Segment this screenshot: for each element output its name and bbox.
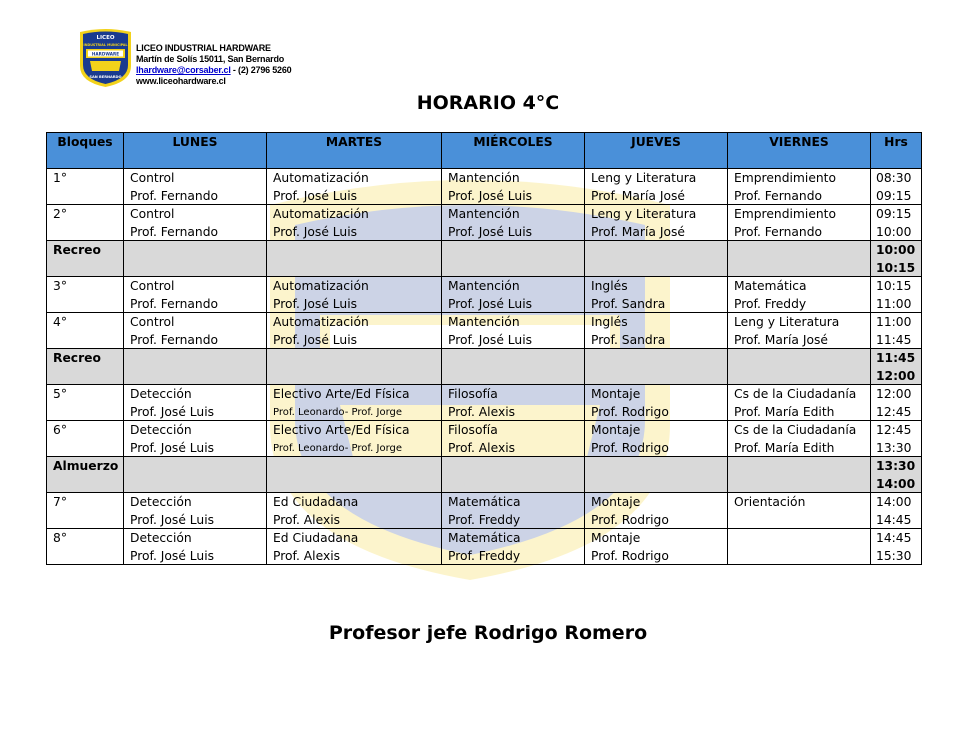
subject-name: Filosofía — [448, 423, 498, 437]
start-time: 14:00 — [876, 495, 912, 509]
subject-name: Control — [130, 279, 175, 293]
hours-content — [871, 241, 921, 276]
teacher-name: Prof. José Luis — [448, 332, 533, 347]
teacher-name: Prof. Alexis — [273, 548, 341, 563]
class-cell-content — [124, 493, 266, 528]
teacher-name: Prof. Freddy — [448, 512, 521, 527]
subject-name: Leng y Literatura — [734, 315, 840, 329]
subject-name: Automatización — [273, 279, 369, 293]
hours-cell — [871, 205, 922, 241]
hours-cell — [871, 421, 922, 457]
teacher-name: Prof. María Edith — [734, 404, 835, 419]
class-cell-content — [442, 205, 584, 240]
class-cell-martes — [267, 241, 442, 277]
hours-cell — [871, 529, 922, 565]
end-time: 10:15 — [876, 260, 916, 275]
class-cell-content — [728, 205, 870, 240]
subject-name: Detección — [130, 531, 192, 545]
class-cell-miercoles — [442, 529, 585, 565]
teacher-name: Prof. María José — [591, 188, 685, 203]
class-cell-jueves — [585, 385, 728, 421]
logo-top-text: LICEO — [96, 35, 115, 41]
header-martes: MARTES — [267, 133, 442, 169]
teacher-name: Prof. Rodrigo — [591, 404, 669, 419]
class-cell-miercoles — [442, 385, 585, 421]
block-cell — [47, 313, 124, 349]
subject-name: Inglés — [591, 315, 628, 329]
break-row — [47, 241, 922, 277]
class-cell-jueves — [585, 457, 728, 493]
header-viernes: VIERNES — [728, 133, 871, 169]
subject-name: Detección — [130, 423, 192, 437]
block-label: 2° — [53, 207, 67, 221]
end-time: 11:00 — [876, 296, 912, 311]
teacher-name: Prof. José Luis — [130, 512, 215, 527]
table-row — [47, 421, 922, 457]
class-cell-lunes — [124, 493, 267, 529]
class-cell-content — [585, 385, 727, 420]
class-cell-martes — [267, 313, 442, 349]
class-cell-content — [728, 457, 870, 492]
class-cell-martes — [267, 169, 442, 205]
school-website[interactable]: www.liceohardware.cl — [136, 76, 226, 86]
header-bloques: Bloques — [47, 133, 124, 169]
class-cell-content — [124, 349, 266, 384]
end-time: 09:15 — [876, 188, 912, 203]
subject-name: Detección — [130, 387, 192, 401]
teacher-name: Prof. Alexis — [448, 440, 516, 455]
class-cell-martes — [267, 277, 442, 313]
class-cell-jueves — [585, 205, 728, 241]
end-time: 12:00 — [876, 368, 916, 383]
table-row — [47, 205, 922, 241]
block-cell — [47, 385, 124, 421]
class-cell-viernes — [728, 529, 871, 565]
teacher-name: Prof. Freddy — [448, 548, 521, 563]
block-cell — [47, 277, 124, 313]
start-time: 10:00 — [876, 243, 916, 257]
hours-content — [871, 277, 921, 312]
hours-content — [871, 529, 921, 564]
school-info — [136, 43, 291, 87]
school-phone: - (2) 2796 5260 — [230, 65, 292, 75]
school-logo — [78, 28, 133, 88]
end-time: 14:00 — [876, 476, 916, 491]
teacher-name: Prof. Leonardo- Prof. Jorge — [273, 442, 403, 454]
subject-name: Emprendimiento — [734, 171, 837, 185]
hours-content — [871, 385, 921, 420]
table-row — [47, 385, 922, 421]
class-cell-viernes — [728, 385, 871, 421]
class-cell-viernes — [728, 313, 871, 349]
class-cell-lunes — [124, 529, 267, 565]
teacher-name: Prof. Fernando — [130, 296, 219, 311]
class-cell-lunes — [124, 385, 267, 421]
header-miercoles: MIÉRCOLES — [442, 133, 585, 169]
class-cell-content — [124, 421, 266, 456]
class-cell-content — [442, 421, 584, 456]
class-cell-martes — [267, 205, 442, 241]
school-name: LICEO INDUSTRIAL HARDWARE — [136, 43, 271, 53]
class-cell-miercoles — [442, 277, 585, 313]
header-lunes: LUNES — [124, 133, 267, 169]
table-header-row — [47, 133, 922, 169]
class-cell-content — [267, 385, 441, 420]
schedule-table — [46, 132, 922, 565]
class-cell-content — [267, 493, 441, 528]
subject-name: Control — [130, 315, 175, 329]
subject-name: Leng y Literatura — [591, 207, 697, 221]
class-cell-content — [728, 277, 870, 312]
class-cell-content — [442, 277, 584, 312]
teacher-name: Prof. Alexis — [448, 404, 516, 419]
class-cell-viernes — [728, 457, 871, 493]
class-cell-content — [267, 277, 441, 312]
class-cell-content — [124, 313, 266, 348]
teacher-name: Prof. Fernando — [734, 224, 823, 239]
class-cell-jueves — [585, 169, 728, 205]
class-cell-content — [585, 493, 727, 528]
class-cell-martes — [267, 349, 442, 385]
table-row — [47, 277, 922, 313]
class-cell-content — [124, 457, 266, 492]
end-time: 10:00 — [876, 224, 912, 239]
hours-cell — [871, 169, 922, 205]
class-cell-viernes — [728, 169, 871, 205]
teacher-name: Prof. José Luis — [130, 404, 215, 419]
subject-name: Matemática — [448, 495, 521, 509]
teacher-name: Prof. Alexis — [273, 512, 341, 527]
class-cell-content — [728, 349, 870, 384]
block-cell — [47, 169, 124, 205]
class-cell-jueves — [585, 313, 728, 349]
class-cell-content — [267, 421, 441, 456]
block-cell — [47, 529, 124, 565]
class-cell-miercoles — [442, 457, 585, 493]
class-cell-content — [124, 277, 266, 312]
class-cell-content — [442, 529, 584, 564]
break-row — [47, 349, 922, 385]
hours-content — [871, 349, 921, 384]
hours-cell — [871, 493, 922, 529]
subject-name: Emprendimiento — [734, 207, 837, 221]
class-cell-viernes — [728, 421, 871, 457]
hours-cell — [871, 313, 922, 349]
hours-cell — [871, 349, 922, 385]
start-time: 12:00 — [876, 387, 912, 401]
class-cell-content — [728, 421, 870, 456]
class-cell-lunes — [124, 349, 267, 385]
class-cell-lunes — [124, 205, 267, 241]
class-cell-content — [442, 169, 584, 204]
logo-mid-text: INDUSTRIAL MUNICIPAL — [83, 43, 128, 47]
subject-name: Automatización — [273, 171, 369, 185]
block-label: Recreo — [53, 243, 101, 257]
hours-content — [871, 493, 921, 528]
teacher-name: Prof. José Luis — [130, 548, 215, 563]
class-cell-martes — [267, 457, 442, 493]
head-teacher: Profesor jefe Rodrigo Romero — [328, 622, 648, 644]
hours-content — [871, 169, 921, 204]
class-cell-viernes — [728, 277, 871, 313]
start-time: 11:45 — [876, 351, 916, 365]
block-label: 7° — [53, 495, 67, 509]
class-cell-content — [585, 529, 727, 564]
start-time: 10:15 — [876, 279, 912, 293]
class-cell-lunes — [124, 169, 267, 205]
class-cell-miercoles — [442, 349, 585, 385]
teacher-name: Prof. Sandra — [591, 332, 666, 347]
class-cell-jueves — [585, 277, 728, 313]
teacher-name: Prof. José Luis — [448, 224, 533, 239]
class-cell-content — [124, 241, 266, 276]
subject-name: Automatización — [273, 207, 369, 221]
class-cell-content — [267, 349, 441, 384]
class-cell-content — [728, 241, 870, 276]
subject-name: Control — [130, 207, 175, 221]
class-cell-content — [585, 205, 727, 240]
start-time: 14:45 — [876, 531, 912, 545]
class-cell-lunes — [124, 241, 267, 277]
subject-name: Matemática — [734, 279, 807, 293]
teacher-name: Prof. Fernando — [130, 224, 219, 239]
end-time: 13:30 — [876, 440, 912, 455]
class-cell-content — [728, 529, 870, 564]
class-cell-content — [267, 205, 441, 240]
school-contact — [136, 65, 291, 76]
end-time: 15:30 — [876, 548, 912, 563]
class-cell-miercoles — [442, 313, 585, 349]
subject-name: Inglés — [591, 279, 628, 293]
block-cell — [47, 457, 124, 493]
class-cell-content — [442, 493, 584, 528]
logo-bottom-text: SAN BERNARDO — [89, 75, 122, 79]
class-cell-content — [585, 241, 727, 276]
class-cell-lunes — [124, 421, 267, 457]
start-time: 11:00 — [876, 315, 912, 329]
teacher-name: Prof. Rodrigo — [591, 548, 669, 563]
class-cell-martes — [267, 385, 442, 421]
start-time: 08:30 — [876, 171, 912, 185]
block-label: 5° — [53, 387, 67, 401]
teacher-name: Prof. José Luis — [273, 296, 358, 311]
class-cell-viernes — [728, 205, 871, 241]
teacher-name: Prof. Leonardo- Prof. Jorge — [273, 406, 403, 418]
teacher-name: Prof. Sandra — [591, 296, 666, 311]
subject-name: Mantención — [448, 171, 520, 185]
teacher-name: Prof. José Luis — [273, 188, 358, 203]
hours-content — [871, 313, 921, 348]
table-row — [47, 493, 922, 529]
teacher-name: Prof. María Edith — [734, 440, 835, 455]
subject-name: Mantención — [448, 207, 520, 221]
block-label: 3° — [53, 279, 67, 293]
subject-name: Control — [130, 171, 175, 185]
class-cell-miercoles — [442, 205, 585, 241]
subject-name: Electivo Arte/Ed Física — [273, 387, 410, 401]
block-cell — [47, 241, 124, 277]
start-time: 09:15 — [876, 207, 912, 221]
subject-name: Matemática — [448, 531, 521, 545]
class-cell-martes — [267, 493, 442, 529]
class-cell-miercoles — [442, 421, 585, 457]
class-cell-lunes — [124, 457, 267, 493]
table-row — [47, 169, 922, 205]
class-cell-content — [267, 169, 441, 204]
hours-cell — [871, 457, 922, 493]
teacher-name: Prof. Rodrigo — [591, 440, 669, 455]
page-title: HORARIO 4°C — [416, 92, 560, 114]
hours-content — [871, 421, 921, 456]
class-cell-viernes — [728, 349, 871, 385]
class-cell-content — [124, 169, 266, 204]
class-cell-content — [124, 529, 266, 564]
teacher-name: Prof. Fernando — [734, 188, 823, 203]
class-cell-content — [124, 205, 266, 240]
block-cell — [47, 205, 124, 241]
subject-name: Orientación — [734, 495, 806, 509]
school-email-link[interactable]: lhardware@corsaber.cl — [136, 65, 231, 75]
teacher-name: Prof. Fernando — [130, 332, 219, 347]
block-label: 1° — [53, 171, 67, 185]
class-cell-miercoles — [442, 241, 585, 277]
header-hrs: Hrs — [871, 133, 922, 169]
subject-name: Mantención — [448, 315, 520, 329]
class-cell-lunes — [124, 313, 267, 349]
teacher-name: Prof. José Luis — [448, 188, 533, 203]
teacher-name: Prof. Rodrigo — [591, 512, 669, 527]
class-cell-martes — [267, 529, 442, 565]
subject-name: Ed Ciudadana — [273, 495, 359, 509]
class-cell-content — [267, 457, 441, 492]
class-cell-content — [585, 169, 727, 204]
start-time: 13:30 — [876, 459, 916, 473]
hours-content — [871, 205, 921, 240]
teacher-name: Prof. José Luis — [273, 224, 358, 239]
teacher-name: Prof. María José — [734, 332, 828, 347]
end-time: 12:45 — [876, 404, 912, 419]
subject-name: Ed Ciudadana — [273, 531, 359, 545]
teacher-name: Prof. María José — [591, 224, 685, 239]
teacher-name: Prof. José Luis — [130, 440, 215, 455]
block-cell — [47, 493, 124, 529]
logo-band-text: HARDWARE — [91, 51, 120, 57]
subject-name: Montaje — [591, 423, 641, 437]
class-cell-martes — [267, 421, 442, 457]
subject-name: Automatización — [273, 315, 369, 329]
class-cell-content — [585, 277, 727, 312]
school-address: Martín de Solís 15011, San Bernardo — [136, 54, 285, 64]
class-cell-jueves — [585, 493, 728, 529]
subject-name: Detección — [130, 495, 192, 509]
subject-name: Cs de la Ciudadanía — [734, 387, 857, 401]
hours-cell — [871, 385, 922, 421]
class-cell-jueves — [585, 241, 728, 277]
teacher-name: Prof. Freddy — [734, 296, 807, 311]
hours-content — [871, 457, 921, 492]
class-cell-content — [585, 349, 727, 384]
class-cell-viernes — [728, 493, 871, 529]
subject-name: Montaje — [591, 531, 641, 545]
teacher-name: Prof. Fernando — [130, 188, 219, 203]
table-row — [47, 529, 922, 565]
subject-name: Montaje — [591, 387, 641, 401]
teacher-name: Prof. José Luis — [273, 332, 358, 347]
class-cell-content — [124, 385, 266, 420]
end-time: 11:45 — [876, 332, 912, 347]
block-cell — [47, 421, 124, 457]
class-cell-content — [442, 349, 584, 384]
block-label: Recreo — [53, 351, 101, 365]
block-label: 8° — [53, 531, 67, 545]
subject-name: Leng y Literatura — [591, 171, 697, 185]
class-cell-viernes — [728, 241, 871, 277]
start-time: 12:45 — [876, 423, 912, 437]
hours-cell — [871, 241, 922, 277]
class-cell-content — [728, 385, 870, 420]
class-cell-miercoles — [442, 493, 585, 529]
class-cell-jueves — [585, 421, 728, 457]
class-cell-content — [585, 457, 727, 492]
teacher-name: Prof. José Luis — [448, 296, 533, 311]
class-cell-miercoles — [442, 169, 585, 205]
class-cell-content — [728, 169, 870, 204]
class-cell-content — [267, 313, 441, 348]
class-cell-jueves — [585, 529, 728, 565]
hours-cell — [871, 277, 922, 313]
subject-name: Electivo Arte/Ed Física — [273, 423, 410, 437]
break-row — [47, 457, 922, 493]
class-cell-jueves — [585, 349, 728, 385]
class-cell-content — [442, 457, 584, 492]
class-cell-content — [728, 493, 870, 528]
class-cell-content — [585, 421, 727, 456]
class-cell-content — [585, 313, 727, 348]
block-label: 4° — [53, 315, 67, 329]
class-cell-content — [442, 385, 584, 420]
class-cell-content — [267, 241, 441, 276]
block-label: Almuerzo — [53, 459, 119, 473]
subject-name: Mantención — [448, 279, 520, 293]
header-jueves: JUEVES — [585, 133, 728, 169]
subject-name: Filosofía — [448, 387, 498, 401]
class-cell-content — [442, 313, 584, 348]
class-cell-content — [267, 529, 441, 564]
end-time: 14:45 — [876, 512, 912, 527]
class-cell-content — [728, 313, 870, 348]
block-label: 6° — [53, 423, 67, 437]
subject-name: Cs de la Ciudadanía — [734, 423, 857, 437]
block-cell — [47, 349, 124, 385]
subject-name: Montaje — [591, 495, 641, 509]
class-cell-content — [442, 241, 584, 276]
class-cell-lunes — [124, 277, 267, 313]
table-row — [47, 313, 922, 349]
